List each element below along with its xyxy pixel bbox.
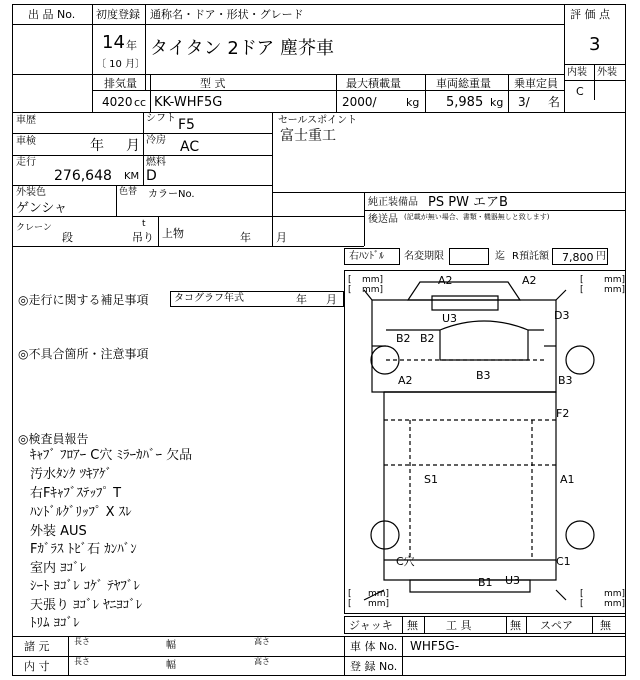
chassis-value: WHF5G- — [410, 639, 460, 653]
report-line: 外装 AUS — [30, 524, 87, 539]
crane-ton-top: t — [142, 219, 146, 229]
crane-stage: 段 — [62, 231, 73, 244]
interior-label: 内装 — [567, 67, 587, 78]
color-change-label: 色替 — [119, 187, 138, 197]
max-load-label: 最大積載量 — [346, 77, 401, 90]
report-line: ﾊﾝﾄﾞﾙｸﾞﾘｯﾌﾟ X ｽﾚ — [30, 505, 132, 520]
ext-color-value: ゲンシャ — [16, 201, 68, 216]
report-line: 室内 ﾖｺﾞﾚ — [30, 561, 87, 576]
mm-unit: mm] — [604, 599, 626, 609]
rating-value: 3 — [589, 34, 601, 55]
spare-value: 無 — [600, 619, 611, 632]
reg-year: 14 — [102, 32, 125, 53]
jack-value: 無 — [407, 619, 418, 632]
capacity-unit: 名 — [548, 95, 561, 109]
recycle-unit: 円 — [596, 251, 606, 262]
until-label: 迄 — [495, 251, 505, 262]
model-label: 型 式 — [200, 77, 226, 90]
ext-color-label: 外装色 — [16, 187, 46, 198]
report-line: ｷｬﾌﾞ ﾌﾛｱｰ C穴 ﾐﾗｰｶﾊﾞｰ 欠品 — [30, 448, 193, 463]
report-line: 汚水ﾀﾝｸ ﾂｷｱｹﾞ — [30, 467, 113, 482]
displacement-unit: cc — [134, 96, 147, 109]
tacho-label: タコグラフ年式 — [174, 293, 244, 304]
inspector-label: ◎検査員報告 — [18, 432, 89, 446]
first-reg-label: 初度登録 — [96, 8, 140, 21]
tools-label: 工 具 — [446, 619, 472, 632]
handle-side: 右ﾊﾝﾄﾞﾙ — [349, 251, 384, 262]
report-line: 天張り ﾖｺﾞﾚ ﾔﾆﾖｺﾞﾚ — [30, 598, 143, 613]
rename-deadline-label: 名変期限 — [404, 251, 444, 262]
crane-ton: 吊り — [132, 231, 154, 244]
mm-bracket-open: [ — [348, 589, 352, 599]
mm-unit: mm] — [362, 275, 384, 285]
inspection-month: 月 — [126, 138, 140, 154]
mileage-label: 走行 — [16, 157, 36, 168]
mm-bracket-open: [ — [580, 275, 584, 285]
registration-label: 登 録 No. — [350, 660, 398, 673]
damage-mark: B3 — [558, 374, 573, 387]
damage-mark: B3 — [476, 369, 491, 382]
damage-mark: B2 — [396, 332, 411, 345]
report-line: ﾄﾘﾑ ﾖｺﾞﾚ — [30, 616, 80, 631]
damage-mark: A2 — [398, 374, 413, 387]
defects-label: ◎不具合箇所・注意事項 — [18, 347, 149, 361]
crane-label: クレーン — [16, 223, 52, 233]
damage-mark: U3 — [505, 574, 521, 587]
ac-label: 冷房 — [146, 135, 166, 146]
fuel-value: D — [146, 168, 157, 184]
vehicle-weight-unit: kg — [490, 96, 504, 109]
front-right-wheel — [566, 346, 594, 374]
rating-label: 評 価 点 — [570, 8, 610, 21]
cab-roof — [408, 282, 520, 300]
max-load-unit: kg — [406, 96, 420, 109]
displacement-label: 排気量 — [104, 77, 137, 90]
mm-unit: mm] — [368, 589, 390, 599]
tacho-month: 月 — [326, 293, 337, 306]
chassis-label: 車 体 No. — [350, 640, 398, 653]
damage-mark: A2 — [522, 274, 537, 287]
damage-mark: B1 — [478, 576, 493, 589]
mm-bracket-open: [ — [348, 285, 352, 295]
inspection-year: 年 — [90, 138, 104, 154]
windshield — [440, 321, 528, 360]
equipment-value: PS PW エアB — [428, 195, 508, 210]
damage-mark: F2 — [556, 407, 570, 420]
rear-window — [432, 296, 498, 310]
tacho-year: 年 — [296, 293, 307, 306]
length-label: 長さ — [74, 657, 90, 666]
history-label: 車歴 — [16, 115, 36, 126]
car-name-label: 通称名・ドア・形状・グレード — [150, 8, 304, 21]
mm-bracket-open: [ — [348, 275, 352, 285]
ac-value: AC — [180, 139, 200, 155]
exterior-label: 外装 — [597, 67, 617, 78]
displacement-value: 4020 — [102, 95, 133, 109]
equipment-label: 純正装備品 — [368, 197, 418, 208]
mm-unit: mm] — [368, 599, 390, 609]
sales-point-text: 富士重工 — [280, 128, 336, 144]
deck-year: 年 — [240, 231, 251, 244]
mm-unit: mm] — [604, 285, 626, 295]
supplement-label: ◎走行に関する補足事項 — [18, 293, 149, 307]
shift-value: F5 — [178, 117, 195, 133]
deck-label: 上物 — [162, 227, 184, 240]
damage-mark: D3 — [554, 309, 570, 322]
shipping-note: (記載が無い場合、書類・機器無しと致します) — [404, 213, 550, 221]
lot-no-label: 出 品 No. — [28, 8, 76, 21]
damage-mark: A2 — [438, 274, 453, 287]
report-line: ｼｰﾄ ﾖｺﾞﾚ ｺｹﾞ ﾃﾔﾌﾞﾚ — [30, 579, 140, 594]
mm-unit: mm] — [604, 589, 626, 599]
damage-mark: S1 — [424, 473, 438, 486]
max-load-value: 2000/ — [342, 95, 377, 109]
report-line: Fｶﾞﾗｽ ﾄﾋﾞ石 ｶﾝﾊﾞﾝ — [30, 542, 137, 557]
report-line: 右Fｷｬﾌﾞｽﾃｯﾌﾟ T — [30, 486, 122, 501]
width-label: 幅 — [166, 660, 176, 671]
damage-mark: U3 — [442, 312, 458, 325]
capacity-value: 3/ — [518, 95, 530, 109]
mileage-value: 276,648 — [54, 168, 112, 184]
fuel-label: 燃料 — [146, 157, 166, 168]
mm-unit: mm] — [604, 275, 626, 285]
model-value: KK-WHF5G — [154, 95, 223, 110]
length-label: 長さ — [74, 637, 90, 646]
car-name: タイタン 2ドア 塵芥車 — [150, 38, 334, 59]
inspection-label: 車検 — [16, 136, 36, 147]
shipping-label: 後送品 — [368, 214, 398, 225]
damage-mark: B2 — [420, 332, 435, 345]
height-label: 高さ — [254, 657, 270, 666]
mm-bracket-open: [ — [580, 599, 584, 609]
vehicle-weight-label: 車両総重量 — [436, 77, 491, 90]
rear-right-wheel — [566, 521, 594, 549]
dims-label: 諸 元 — [24, 640, 50, 653]
sales-point-label: セールスポイント — [278, 115, 358, 126]
shift-label: シフト — [146, 113, 176, 124]
mm-bracket-open: [ — [580, 285, 584, 295]
tools-value: 無 — [510, 619, 521, 632]
interior-dims-label: 内 寸 — [24, 660, 50, 673]
recycle-label: R預託額 — [512, 251, 549, 262]
reg-month: 〔 10 月〕 — [96, 59, 146, 70]
height-label: 高さ — [254, 637, 270, 646]
jack-label: ジャッキ — [349, 619, 393, 632]
mileage-unit: KM — [124, 171, 140, 182]
damage-mark: A1 — [560, 473, 575, 486]
mm-bracket-open: [ — [348, 599, 352, 609]
deck-month: 月 — [276, 231, 287, 244]
vehicle-weight-value: 5,985 — [446, 95, 484, 110]
capacity-label: 乗車定員 — [514, 77, 558, 90]
mm-bracket-open: [ — [580, 589, 584, 599]
interior-grade: C — [576, 85, 584, 98]
reg-year-unit: 年 — [126, 39, 137, 52]
damage-mark: C穴 — [396, 555, 415, 568]
mm-unit: mm] — [362, 285, 384, 295]
damage-mark: C1 — [556, 555, 571, 568]
recycle-value: 7,800 — [562, 251, 594, 264]
rear-left-wheel — [371, 521, 399, 549]
spare-label: スペア — [540, 619, 573, 632]
width-label: 幅 — [166, 640, 176, 651]
color-no-label: カラーNo. — [148, 189, 195, 200]
